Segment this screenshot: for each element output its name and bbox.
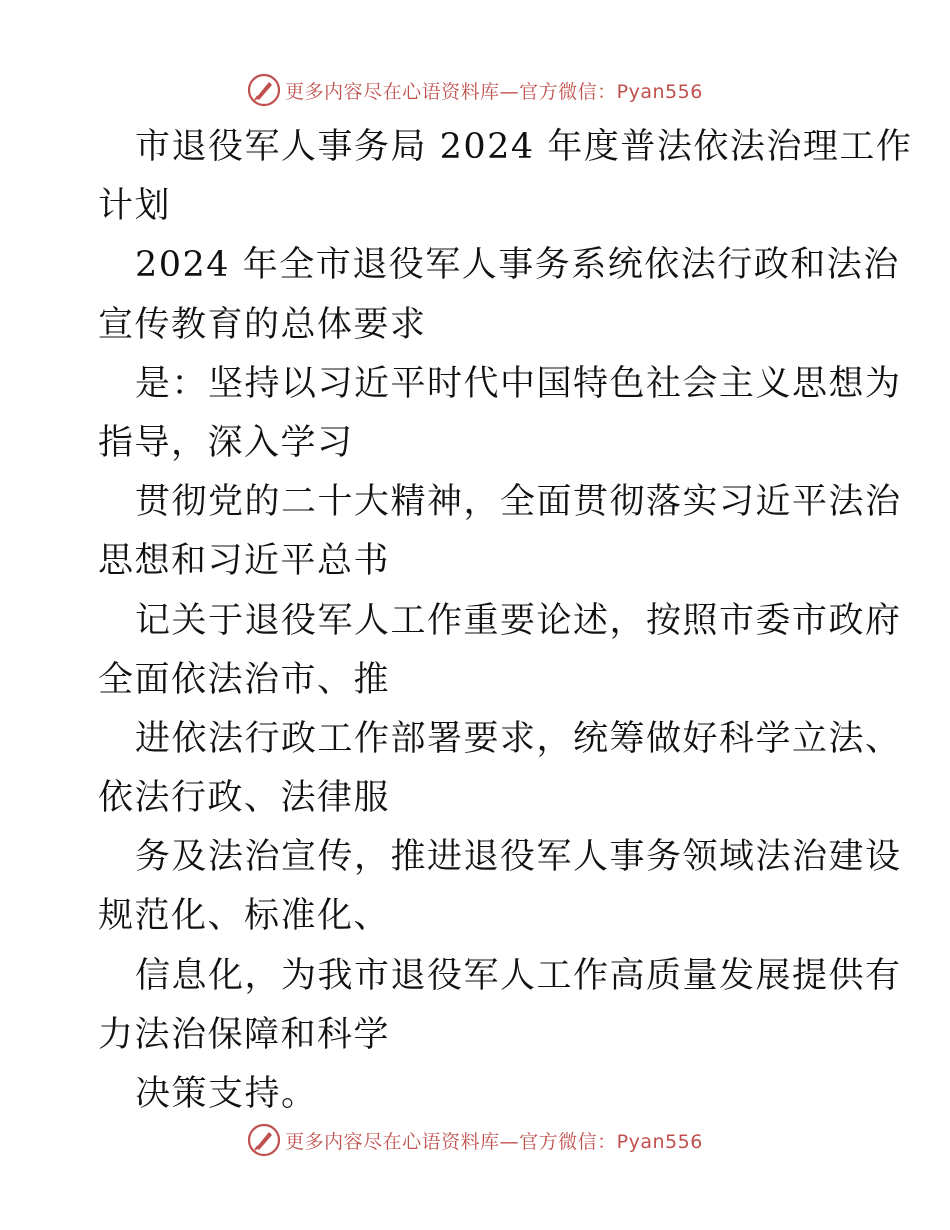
quill-logo-icon [247, 73, 281, 107]
document-line: 市退役军人事务局 2024 年度普法依法治理工作 [135, 127, 913, 167]
quill-logo-icon [247, 1123, 281, 1157]
document-line: 是：坚持以习近平时代中国特色社会主义思想为 [135, 363, 902, 404]
document-line: 信息化，为我市退役军人工作高质量发展提供有 [135, 955, 902, 996]
document-line: 贯彻党的二十大精神，全面贯彻落实习近平法治 [135, 482, 902, 523]
document-line: 指导，深入学习 [98, 422, 354, 463]
document-line: 思想和习近平总书 [98, 541, 391, 582]
header-banner-text: 更多内容尽在心语资料库—官方微信：Pyan556 [285, 80, 703, 103]
document-line: 决策支持。 [135, 1074, 318, 1114]
document-line: 宣传教育的总体要求 [98, 304, 427, 345]
header-watermark-banner [0, 70, 950, 110]
document-line: 务及法治宣传，推进退役军人事务领域法治建设 [135, 837, 902, 878]
footer-watermark-banner [0, 1120, 950, 1160]
document-body [98, 118, 913, 1124]
document-line: 2024 年全市退役军人事务系统依法行政和法治 [135, 245, 900, 286]
document-line: 依法行政、法律服 [98, 778, 391, 819]
document-line: 全面依法治市、推 [98, 659, 391, 700]
document-line: 计划 [98, 186, 172, 227]
document-line: 记关于退役军人工作重要论述，按照市委市政府 [135, 600, 902, 641]
document-line: 规范化、标准化、 [98, 896, 391, 937]
document-line: 进依法行政工作部署要求，统筹做好科学立法、 [135, 718, 902, 759]
document-line: 力法治保障和科学 [98, 1014, 391, 1055]
footer-banner-text: 更多内容尽在心语资料库—官方微信：Pyan556 [285, 1130, 703, 1153]
